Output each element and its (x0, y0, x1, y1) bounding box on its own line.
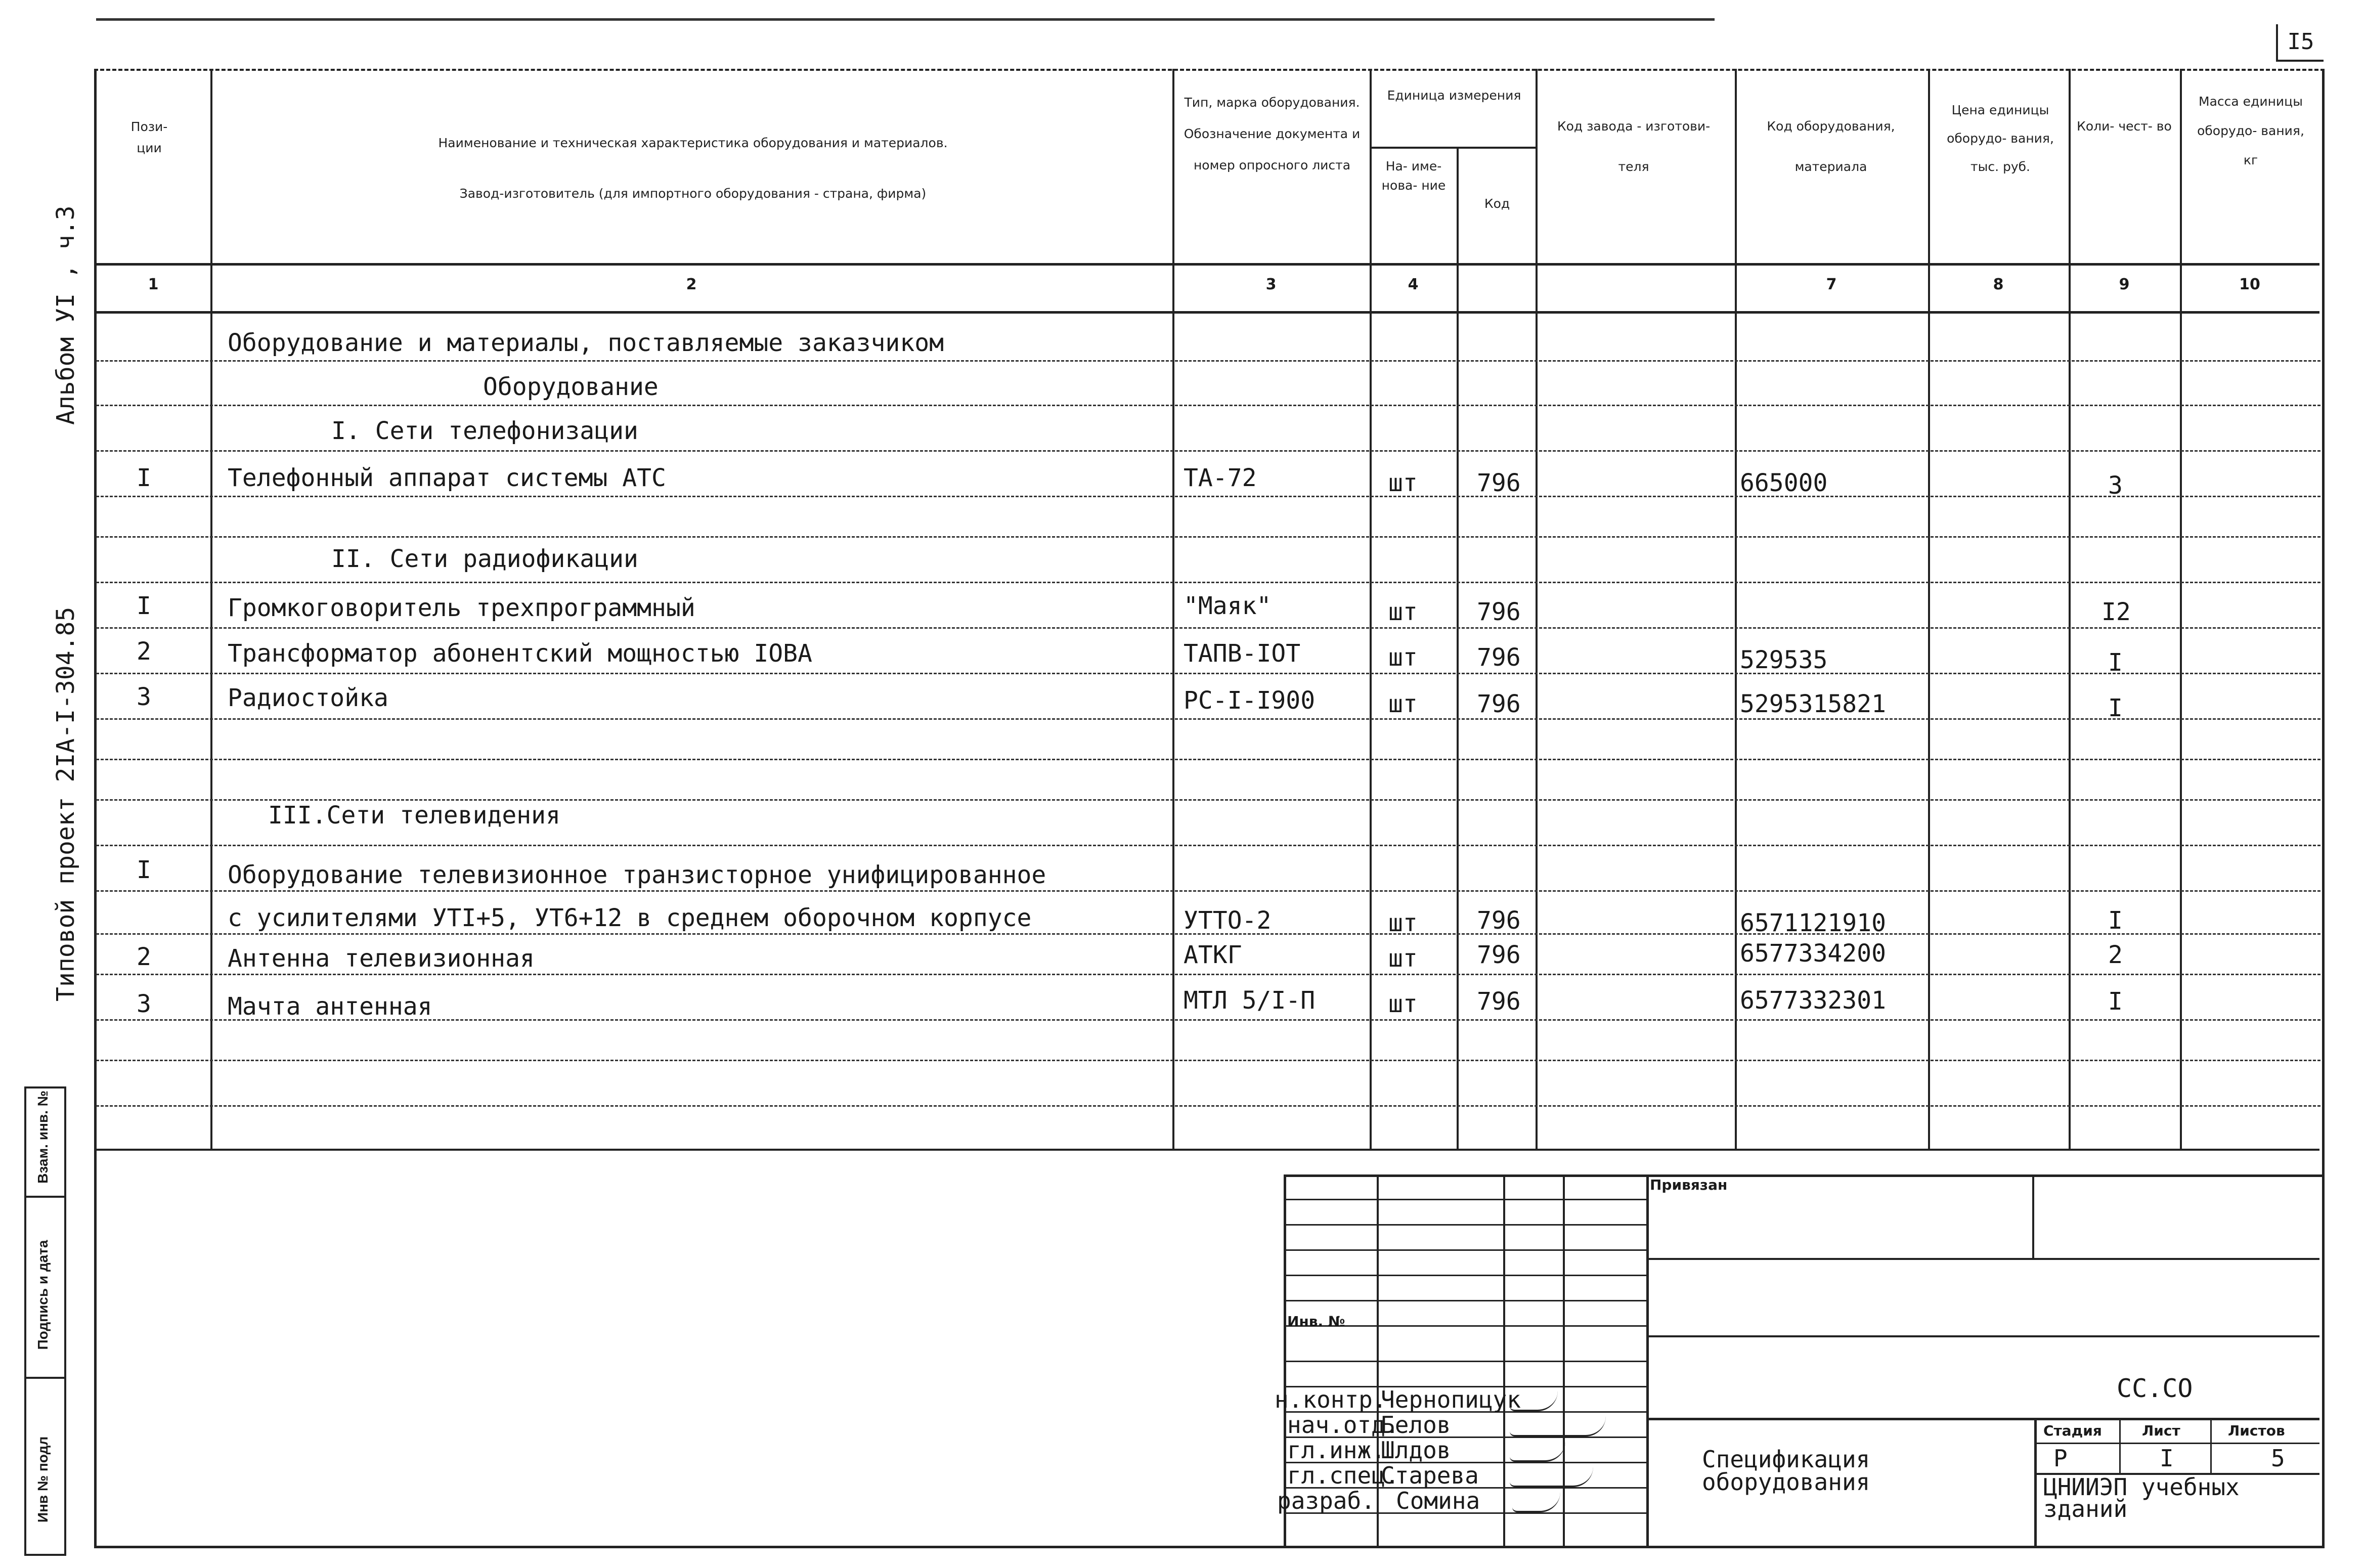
row-pos: I (137, 592, 151, 620)
row-equip-code: 6577334200 (1740, 939, 1886, 968)
row-code: 796 (1477, 598, 1521, 626)
stamp-inv-repl: Взам. инв. № (35, 1091, 51, 1184)
row-name: Трансформатор абонентский мощностью IОВА (228, 639, 812, 668)
row-type: УТТО-2 (1184, 906, 1272, 935)
row-name: Оборудование и материалы, поставляемые заказчиком (228, 329, 944, 357)
album-label: Альбом УI , ч.3 (52, 205, 80, 425)
row-unit: шт (1388, 990, 1418, 1018)
row-type: ТАПВ-IОТ (1184, 639, 1301, 668)
stamp-inv-orig: Инв № подл (35, 1436, 51, 1523)
row-name: Мачта антенная (228, 992, 432, 1021)
tb-sheet: I (2160, 1445, 2174, 1472)
col-num-8: 8 (1993, 276, 2004, 293)
row-type: АТКГ (1184, 941, 1242, 969)
col-num-7: 7 (1826, 276, 1837, 293)
tb-doc-code: СС.СО (2117, 1374, 2193, 1403)
signer-role: н.контр. (1275, 1386, 1387, 1413)
col-header-qty: Коли- чест- во (2077, 119, 2172, 134)
tb-sheets-label: Листов (2228, 1422, 2285, 1439)
tb-sheet-label: Лист (2142, 1422, 2180, 1439)
row-code: 796 (1477, 469, 1521, 497)
row-qty: I (2108, 648, 2123, 677)
signature-1 (1510, 1414, 1606, 1436)
row-qty: 2 (2108, 941, 2123, 969)
row-pos: 3 (137, 990, 151, 1018)
row-qty: I (2108, 987, 2123, 1016)
row-qty: 3 (2108, 471, 2123, 500)
row-qty: I2 (2101, 598, 2131, 626)
col-header-unit-code: Код (1484, 196, 1510, 211)
tb-stage-label: Стадия (2043, 1422, 2102, 1439)
row-code: 796 (1477, 906, 1521, 935)
signer-role: разраб. (1277, 1487, 1375, 1514)
top-rule (96, 18, 1715, 21)
row-pos: I (137, 856, 151, 884)
col-header-mass: Масса единицы оборудо- вания, кг (2197, 94, 2304, 167)
row-equip-code: 5295315821 (1740, 690, 1886, 718)
row-name: Антенна телевизионная (228, 944, 535, 973)
row-name: Оборудование (483, 373, 659, 401)
row-name: с усилителями УТI+5, УТ6+12 в среднем оборочном корпусе (228, 904, 1032, 932)
signer-role: гл.инж. (1287, 1436, 1385, 1464)
row-code: 796 (1477, 643, 1521, 672)
col-num-3: 3 (1265, 276, 1277, 293)
frame-top (94, 69, 2325, 71)
row-name: III.Сети телевидения (268, 801, 560, 830)
row-qty: I (2108, 906, 2123, 935)
row-unit: шт (1388, 909, 1418, 937)
row-code: 796 (1477, 690, 1521, 718)
stamp-sign-date: Подпись и дата (35, 1240, 51, 1350)
col-header-equip-code: Код оборудования, материала (1767, 119, 1895, 174)
row-unit: шт (1388, 690, 1418, 718)
row-type: РС-I-I900 (1184, 686, 1316, 715)
row-type: "Маяк" (1184, 592, 1272, 620)
signer-name: Чернопицук (1381, 1386, 1521, 1413)
col-num-10: 10 (2239, 276, 2260, 293)
project-label: Типовой проект 2IА-I-304.85 (52, 606, 80, 1001)
row-name: Громкоговоритель трехпрограммный (228, 594, 695, 622)
col-header-maker-code: Код завода - изготови- теля (1557, 119, 1711, 174)
col-header-name-line1: Наименование и техническая характеристика оборудования и материалов. (438, 136, 948, 150)
row-name: I. Сети телефонизации (331, 417, 638, 445)
row-unit: шт (1388, 643, 1418, 672)
row-name: Оборудование телевизионное транзисторное унифицированное (228, 861, 1046, 889)
row-pos: I (137, 464, 151, 492)
row-pos: 2 (137, 943, 151, 971)
sheet-number: I5 (2287, 29, 2314, 55)
tb-doc-title-line1: Спецификация (1702, 1446, 1870, 1473)
signer-role: гл.спец. (1287, 1462, 1399, 1489)
tb-sheets: 5 (2271, 1445, 2285, 1472)
row-equip-code: 529535 (1740, 646, 1828, 674)
tb-privyazan: Привязан (1650, 1177, 1728, 1193)
sheet-number-box (2276, 24, 2324, 62)
col-num-9: 9 (2119, 276, 2130, 293)
col-num-1: 1 (148, 276, 159, 293)
row-equip-code: 6571121910 (1740, 909, 1886, 937)
tb-stage: Р (2053, 1445, 2068, 1472)
col-header-unit-group: Единица измерения (1387, 88, 1521, 103)
row-pos: 3 (137, 683, 151, 711)
row-name: Телефонный аппарат системы АТС (228, 464, 666, 492)
row-code: 796 (1477, 987, 1521, 1016)
row-type: МТЛ 5/I-П (1184, 986, 1316, 1015)
tb-inv-no: Инв. № (1287, 1313, 1345, 1330)
row-unit: шт (1388, 469, 1418, 497)
tb-org-line1: ЦНИИЭП учебных (2043, 1473, 2240, 1501)
row-name: Радиостойка (228, 684, 388, 712)
signer-role: нач.отд. (1287, 1411, 1399, 1439)
row-type: ТА-72 (1184, 464, 1257, 492)
col-header-pos: Пози- ции (130, 119, 168, 155)
tb-org-line2: зданий (2043, 1495, 2128, 1522)
row-unit: шт (1388, 598, 1418, 626)
signature-3 (1510, 1464, 1593, 1487)
signer-name: Старева (1381, 1462, 1479, 1489)
col-header-price: Цена единицы оборудо- вания, тыс. руб. (1947, 103, 2054, 174)
row-code: 796 (1477, 941, 1521, 969)
signer-name: Белов (1381, 1411, 1451, 1439)
row-name: II. Сети радиофикации (331, 545, 638, 573)
col-header-unit-name: На- име- нова- ние (1381, 159, 1446, 193)
row-equip-code: 665000 (1740, 469, 1828, 497)
row-pos: 2 (137, 637, 151, 666)
col-num-4: 4 (1408, 276, 1419, 293)
row-qty: I (2108, 694, 2123, 722)
row-equip-code: 6577332301 (1740, 986, 1886, 1015)
col-header-type: Тип, марка оборудования. Обозначение документа и номер опросного листа (1184, 95, 1361, 172)
signer-name: Сомина (1396, 1487, 1480, 1514)
col-num-2: 2 (686, 276, 697, 293)
col-header-name-line2: Завод-изготовитель (для импортного оборудования - страна, фирма) (459, 186, 927, 201)
tb-doc-title-line2: оборудования (1702, 1468, 1870, 1496)
row-unit: шт (1388, 944, 1418, 973)
signer-name: Шлдов (1381, 1436, 1451, 1464)
